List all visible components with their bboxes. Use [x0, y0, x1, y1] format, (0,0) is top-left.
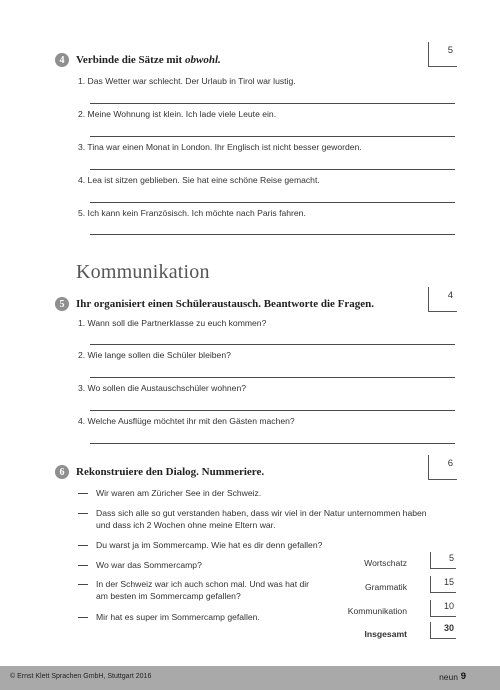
dialog-number-blank-2[interactable] [78, 513, 88, 514]
summary-insgesamt-points: 30 [443, 623, 454, 633]
summary-wortschatz-box [430, 552, 456, 569]
dialog-item-4 [78, 559, 202, 571]
summary-wortschatz-label: Wortschatz [364, 558, 407, 568]
exercise-6-score-box [428, 455, 457, 480]
page-footer [0, 666, 500, 690]
exercise-4-answer-line-4[interactable] [90, 202, 455, 203]
exercise-5-number-badge: 5 [55, 297, 69, 311]
exercise-6-header [55, 465, 264, 479]
exercise-5-score: 4 [447, 290, 453, 301]
dialog-number-blank-4[interactable] [78, 565, 88, 566]
exercise-6-number-badge: 6 [55, 465, 69, 479]
dialog-number-blank-1[interactable] [78, 493, 88, 494]
exercise-6-title: Rekonstruiere den Dialog. Nummeriere. [76, 466, 265, 478]
footer-copyright: © Ernst Klett Sprachen GmbH, Stuttgart 2016 [10, 673, 152, 680]
exercise-4-title [76, 54, 221, 66]
exercise-5-item-1: 1. Wann soll die Partnerklasse zu euch kommen? [78, 318, 267, 328]
exercise-4-title-emphasis: obwohl. [184, 54, 221, 66]
exercise-4-item-5: 5. Ich kann kein Französisch. Ich möchte nach Paris fahren. [78, 208, 306, 218]
dialog-item-5 [78, 578, 309, 602]
dialog-item-1 [78, 487, 261, 499]
footer-page-number: 9 [460, 671, 466, 682]
dialog-item-2-line-1: Dass sich alle so gut verstanden haben, dass wir viel in der Natur unternommen haben [96, 508, 427, 518]
dialog-number-blank-5[interactable] [78, 584, 88, 585]
exercise-4-score-box [428, 42, 457, 67]
exercise-4-score: 5 [447, 45, 453, 56]
exercise-5-title: Ihr organisiert einen Schüleraustausch. Beantworte die Fragen. [76, 298, 375, 310]
summary-kommunikation-label: Kommunikation [347, 606, 407, 616]
exercise-4-header [55, 53, 221, 67]
dialog-item-5-text [96, 578, 309, 602]
dialog-item-2-line-2: und dass ich 2 Wochen ohne meine Eltern war. [96, 520, 276, 530]
footer-page-word: neun [439, 672, 458, 682]
exercise-4-answer-line-2[interactable] [90, 136, 455, 137]
dialog-number-blank-3[interactable] [78, 545, 88, 546]
dialog-item-2-text [96, 507, 427, 531]
exercise-5-item-2: 2. Wie lange sollen die Schüler bleiben? [78, 350, 231, 360]
exercise-4-title-text: Verbinde die Sätze mit [76, 54, 185, 66]
summary-grammatik-box [430, 576, 456, 593]
exercise-5-item-3: 3. Wo sollen die Austauschschüler wohnen? [78, 383, 247, 393]
dialog-item-2 [78, 507, 427, 531]
exercise-5-score-box [428, 287, 457, 312]
dialog-item-5-line-2: am besten im Sommercamp gefallen? [96, 591, 241, 601]
exercise-4-answer-line-5[interactable] [90, 234, 455, 235]
summary-grammatik-label: Grammatik [364, 582, 407, 592]
dialog-item-4-text: Wo war das Sommercamp? [96, 560, 202, 570]
dialog-item-3 [78, 539, 322, 551]
exercise-5-answer-line-2[interactable] [90, 377, 455, 378]
exercise-6-score: 6 [447, 458, 453, 469]
exercise-4-item-3: 3. Tina war einen Monat in London. Ihr Englisch ist nicht besser geworden. [78, 142, 362, 152]
summary-kommunikation-box [430, 600, 456, 617]
exercise-4-item-4: 4. Lea ist sitzen geblieben. Sie hat eine schöne Reise gemacht. [78, 175, 320, 185]
exercise-5-answer-line-1[interactable] [90, 344, 455, 345]
dialog-item-6-text: Mir hat es super im Sommercamp gefallen. [96, 612, 260, 622]
exercise-4-number-badge: 4 [55, 53, 69, 67]
section-heading: Kommunikation [76, 261, 210, 283]
dialog-item-1-text: Wir waren am Züricher See in der Schweiz. [96, 488, 262, 498]
exercise-5-item-4: 4. Welche Ausflüge möchtet ihr mit den Gästen machen? [78, 416, 295, 426]
summary-wortschatz-points: 5 [448, 553, 454, 563]
exercise-5-answer-line-4[interactable] [90, 443, 455, 444]
summary-insgesamt-box [430, 622, 456, 639]
dialog-number-blank-6[interactable] [78, 617, 88, 618]
summary-grammatik-points: 15 [443, 577, 454, 587]
dialog-item-5-line-1: In der Schweiz war ich auch schon mal. Und was hat dir [96, 579, 310, 589]
dialog-item-6 [78, 611, 260, 623]
exercise-4-answer-line-3[interactable] [90, 169, 455, 170]
exercise-5-header [55, 297, 374, 311]
exercise-4-item-1: 1. Das Wetter war schlecht. Der Urlaub in Tirol war lustig. [78, 76, 296, 86]
exercise-4-answer-line-1[interactable] [90, 103, 455, 104]
summary-kommunikation-points: 10 [443, 601, 454, 611]
summary-insgesamt-label: Insgesamt [364, 629, 407, 639]
exercise-4-item-2: 2. Meine Wohnung ist klein. Ich lade viele Leute ein. [78, 109, 277, 119]
dialog-item-3-text: Du warst ja im Sommercamp. Wie hat es dir denn gefallen? [96, 540, 323, 550]
exercise-5-answer-line-3[interactable] [90, 410, 455, 411]
